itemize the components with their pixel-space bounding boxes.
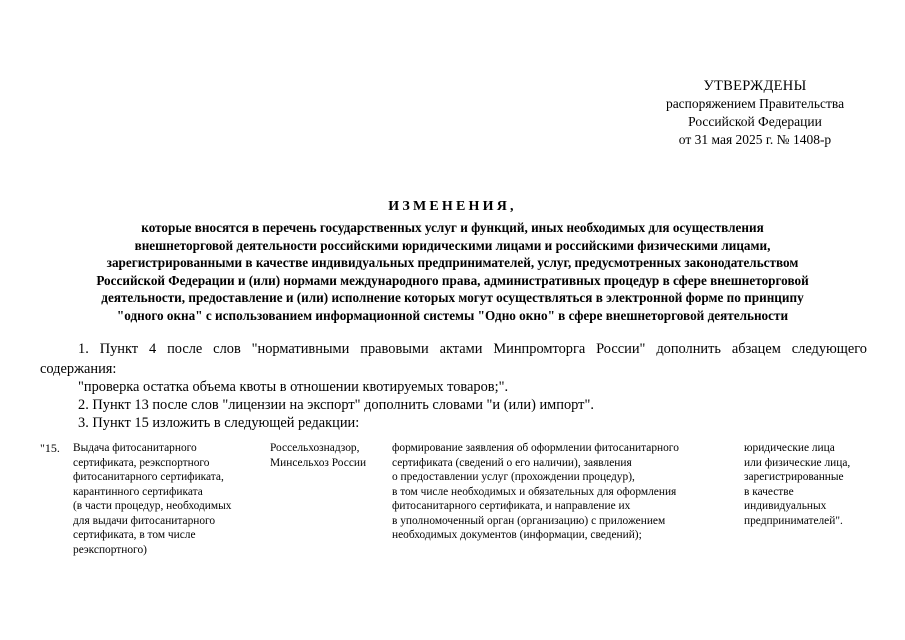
paragraph-1: 1. Пункт 4 после слов "нормативными правовыми актами Минпромторга России" дополнить абзацем следующего [78, 341, 867, 357]
cell-line: карантинного сертификата [73, 485, 203, 498]
cell-line: предпринимателей". [744, 514, 843, 527]
subtitle-line: внешнеторговой деятельности российскими юридическими лицами и российскими физическими лицами, [134, 237, 771, 253]
service-name-cell [73, 441, 231, 557]
cell-line: в том числе необходимых и обязательных для оформления [392, 485, 677, 498]
cell-line: Выдача фитосанитарного [73, 442, 197, 454]
cell-line: Россельхознадзор, [270, 442, 360, 454]
authority-cell [270, 441, 366, 470]
cell-line: Минсельхоз России [270, 456, 367, 469]
approval-line-1: распоряжением Правительства [665, 96, 845, 111]
cell-line: в уполномоченный орган (организацию) с приложением [392, 514, 666, 527]
subtitle-line: зарегистрированными в качестве индивидуальных предпринимателей, услуг, предусмотренных законодательством [106, 255, 799, 271]
cell-line: сертификата, в том числе [73, 529, 196, 541]
approval-line-3: от 31 мая 2025 г. № 1408-р [678, 132, 832, 147]
row-number: "15. [40, 441, 60, 455]
paragraph-1-quote: "проверка остатка объема квоты в отношении квотируемых товаров;". [78, 379, 509, 395]
cell-line: сертификата, реэкспортного [73, 456, 210, 469]
document-title: ИЗМЕНЕНИЯ, [388, 199, 517, 214]
subtitle-line: которые вносятся в перечень государственных услуг и функций, иных необходимых для осуществления [141, 220, 764, 235]
cell-line: реэкспортного) [73, 543, 147, 556]
paragraph-1-continuation: содержания: [40, 361, 117, 377]
cell-line: юридические лица [744, 442, 835, 454]
cell-line: для выдачи фитосанитарного [73, 514, 216, 527]
cell-line: или физические лица, [744, 456, 851, 469]
cell-line: зарегистрированные [744, 471, 844, 483]
paragraph-3: 3. Пункт 15 изложить в следующей редакции: [78, 415, 360, 431]
cell-line: сертификата (сведений о его наличии), заявления [392, 456, 632, 469]
cell-line: фитосанитарного сертификата, и направление их [392, 500, 631, 512]
cell-line: о предоставлении услуг (прохождении процедур), [392, 471, 635, 483]
cell-line: (в части процедур, необходимых [73, 500, 232, 512]
document-subtitle [48, 219, 857, 325]
cell-line: необходимых документов (информации, сведений); [392, 529, 642, 541]
subtitle-line: Российской Федерации и (или) нормами международного права, административных процедур в сфере внешнеторговой [96, 272, 809, 288]
applicant-cell [744, 441, 850, 528]
paragraph-2: 2. Пункт 13 после слов "лицензии на экспорт" дополнить словами "и (или) импорт". [78, 397, 594, 413]
cell-line: в качестве [744, 485, 794, 498]
procedure-cell [392, 441, 679, 543]
cell-line: формирование заявления об оформлении фитосанитарного [392, 442, 679, 454]
approval-line-2: Российской Федерации [688, 114, 822, 129]
approval-title: УТВЕРЖДЕНЫ [703, 78, 807, 94]
cell-line: фитосанитарного сертификата, [73, 471, 224, 483]
approval-block [640, 77, 870, 149]
cell-line: индивидуальных [744, 500, 827, 512]
subtitle-line: деятельности, предоставление и (или) исполнение которых могут осуществляться в электронной форме по принципу [101, 290, 804, 306]
subtitle-line: "одного окна" с использованием информационной системы "Одно окно" в сфере внешнеторговой деятельности [116, 307, 789, 323]
